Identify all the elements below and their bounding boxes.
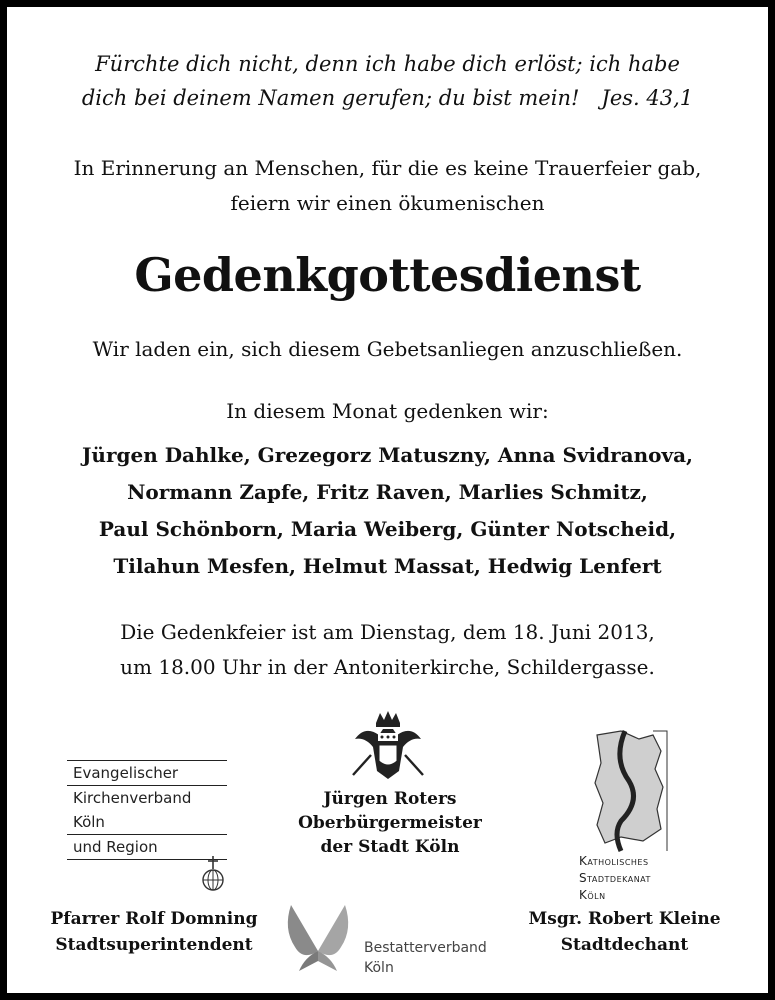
names-line: Normann Zapfe, Fritz Raven, Marlies Schmitz,: [127, 480, 648, 504]
scripture-quote: [7, 47, 768, 115]
catholic-signature: [512, 906, 737, 958]
evangelical-logo-line: und Region: [73, 838, 158, 856]
intro-line-1: In Erinnerung an Menschen, für die es keine Trauerfeier gab,: [73, 156, 702, 180]
signatory-name: Msgr. Robert Kleine: [528, 909, 721, 929]
mayor-signature: [275, 787, 505, 859]
date-line-1: Die Gedenkfeier ist am Dienstag, dem 18. Juni 2013,: [120, 620, 655, 644]
signatory-name: Jürgen Roters: [323, 789, 457, 809]
page-title: Gedenkgottesdienst: [134, 248, 641, 302]
evangelical-logo-line: Evangelischer: [73, 764, 179, 782]
cologne-coat-of-arms-icon: [349, 709, 427, 781]
invitation-text: Wir laden ein, sich diesem Gebetsanliegen anzuschließen.: [92, 337, 683, 361]
month-heading: In diesem Monat gedenken wir:: [226, 399, 549, 423]
names-line: Paul Schönborn, Maria Weiberg, Günter Notscheid,: [98, 517, 677, 541]
evangelical-logo: [67, 760, 227, 860]
undertakers-association-name: [364, 938, 487, 978]
date-line-2: um 18.00 Uhr in der Antoniterkirche, Schildergasse.: [120, 655, 655, 679]
butterfly-logo-icon: [281, 899, 355, 975]
catholic-logo-line: Köln: [579, 888, 606, 902]
signatory-role: Stadtsuperintendent: [55, 935, 253, 955]
cross-globe-icon: [200, 855, 226, 891]
quote-line-1: Fürchte dich nicht, denn ich habe dich erlöst; ich habe: [95, 52, 680, 76]
evangelical-logo-line: Kirchenverband Köln: [73, 789, 192, 831]
signatory-city: der Stadt Köln: [320, 837, 460, 857]
signatory-role: Stadtdechant: [560, 935, 689, 955]
catholic-logo-line: Katholisches: [579, 854, 649, 868]
quote-line-2-text: dich bei deinem Namen gerufen; du bist mein!: [81, 86, 580, 110]
evangelical-signature: [39, 906, 269, 958]
scripture-reference: Jes. 43,1: [601, 86, 694, 110]
quote-line-2: [7, 81, 768, 115]
names-list: [7, 437, 768, 585]
names-line: Jürgen Dahlke, Grezegorz Matuszny, Anna Svidranova,: [81, 443, 694, 467]
intro-text: [7, 151, 768, 221]
catholic-logo-line: Stadtdekanat: [579, 871, 651, 885]
names-line: Tilahun Mesfen, Helmut Massat, Hedwig Lenfert: [113, 554, 662, 578]
undertakers-line-1: Bestatterverband: [364, 940, 487, 956]
event-date-text: [7, 615, 768, 685]
signatory-role: Oberbürgermeister: [298, 813, 482, 833]
intro-line-2: feiern wir einen ökumenischen: [230, 191, 545, 215]
catholic-logo-text: [579, 853, 651, 904]
cologne-map-icon: [591, 729, 671, 853]
undertakers-line-2: Köln: [364, 960, 394, 976]
signatory-name: Pfarrer Rolf Domning: [50, 909, 258, 929]
